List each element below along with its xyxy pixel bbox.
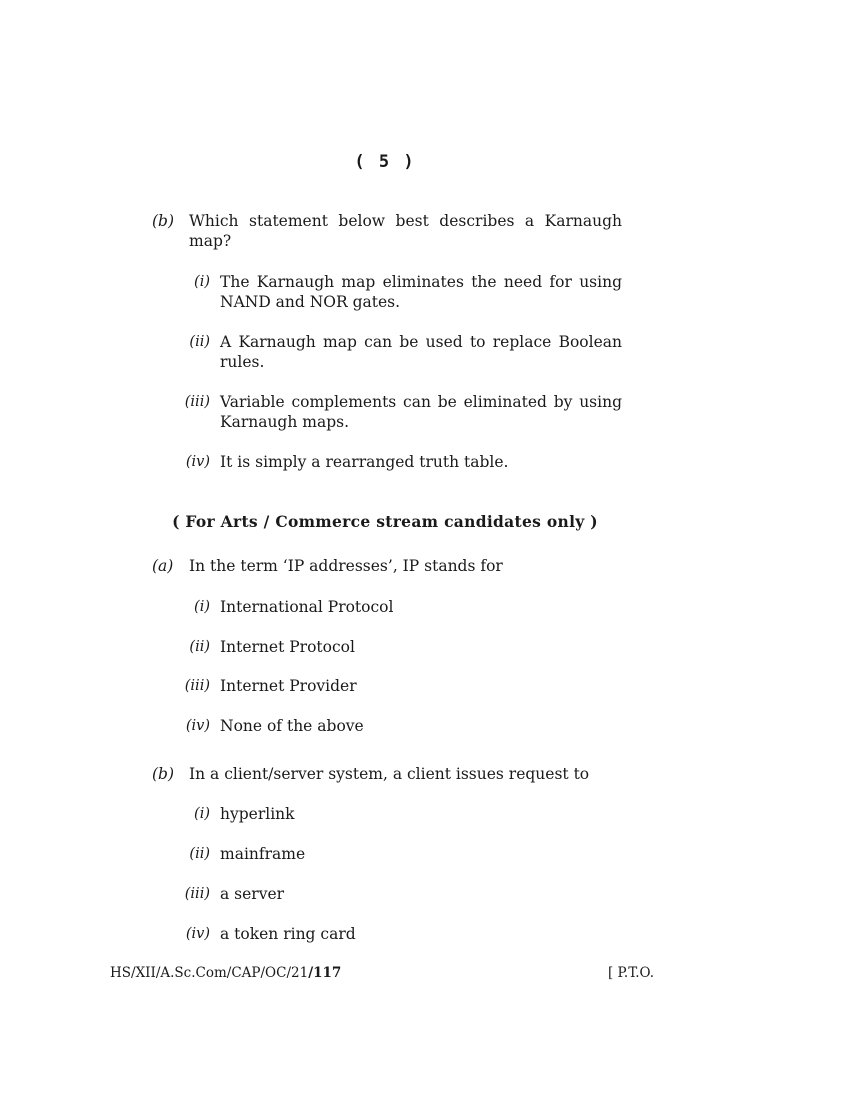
option-item: [152, 452, 622, 472]
option-label: (iv): [185, 454, 210, 470]
option-text: Internet Protocol: [220, 638, 355, 656]
option-item: [152, 676, 622, 696]
option-label: (ii): [189, 334, 210, 350]
footer-code-suffix: /117: [308, 965, 342, 981]
section-heading: ( For Arts / Commerce stream candidates only ): [172, 512, 598, 531]
option-text: Internet Provider: [220, 677, 357, 695]
option-text: The Karnaugh map eliminates the need for using NAND and NOR gates.: [220, 273, 622, 311]
option-label: (i): [194, 806, 210, 822]
question-label: (b): [152, 212, 175, 230]
option-item: [152, 332, 622, 372]
question-label: (b): [152, 765, 175, 783]
option-text: International Protocol: [220, 598, 394, 616]
question-text: In a client/server system, a client issues request to: [189, 765, 590, 783]
option-label: (iii): [184, 394, 210, 410]
option-item: [152, 392, 622, 432]
question-a-ip: [152, 556, 622, 576]
option-item: [152, 597, 622, 617]
option-item: [152, 804, 622, 824]
question-label: (a): [152, 557, 174, 575]
option-text: A Karnaugh map can be used to replace Boolean rules.: [220, 333, 622, 371]
option-item: [152, 884, 622, 904]
option-text: Variable complements can be eliminated by using Karnaugh maps.: [220, 393, 622, 431]
footer-pto: [ P.T.O.: [608, 965, 655, 981]
option-text: It is simply a rearranged truth table.: [220, 453, 509, 471]
option-text: None of the above: [220, 717, 364, 735]
footer-code-text: HS/XII/A.Sc.Com/CAP/OC/21: [110, 965, 309, 981]
option-label: (iii): [184, 886, 210, 902]
option-text: mainframe: [220, 845, 306, 863]
option-item: [152, 272, 622, 312]
option-item: [152, 924, 622, 944]
option-label: (i): [194, 274, 210, 290]
question-b-karnaugh: [152, 211, 622, 251]
option-label: (i): [194, 599, 210, 615]
footer-code: [110, 965, 341, 981]
option-label: (iv): [185, 926, 210, 942]
option-text: a token ring card: [220, 925, 356, 943]
option-item: [152, 716, 622, 736]
question-text: Which statement below best describes a Karnaugh map?: [189, 212, 622, 250]
option-text: hyperlink: [220, 805, 295, 823]
question-text: In the term ‘IP addresses’, IP stands for: [189, 557, 503, 575]
question-b-client-server: [152, 764, 622, 784]
option-label: (ii): [189, 846, 210, 862]
option-text: a server: [220, 885, 285, 903]
option-label: (iv): [185, 718, 210, 734]
option-label: (ii): [189, 639, 210, 655]
option-item: [152, 844, 622, 864]
page-number: ( 5 ): [354, 152, 416, 172]
option-item: [152, 637, 622, 657]
option-label: (iii): [184, 678, 210, 694]
